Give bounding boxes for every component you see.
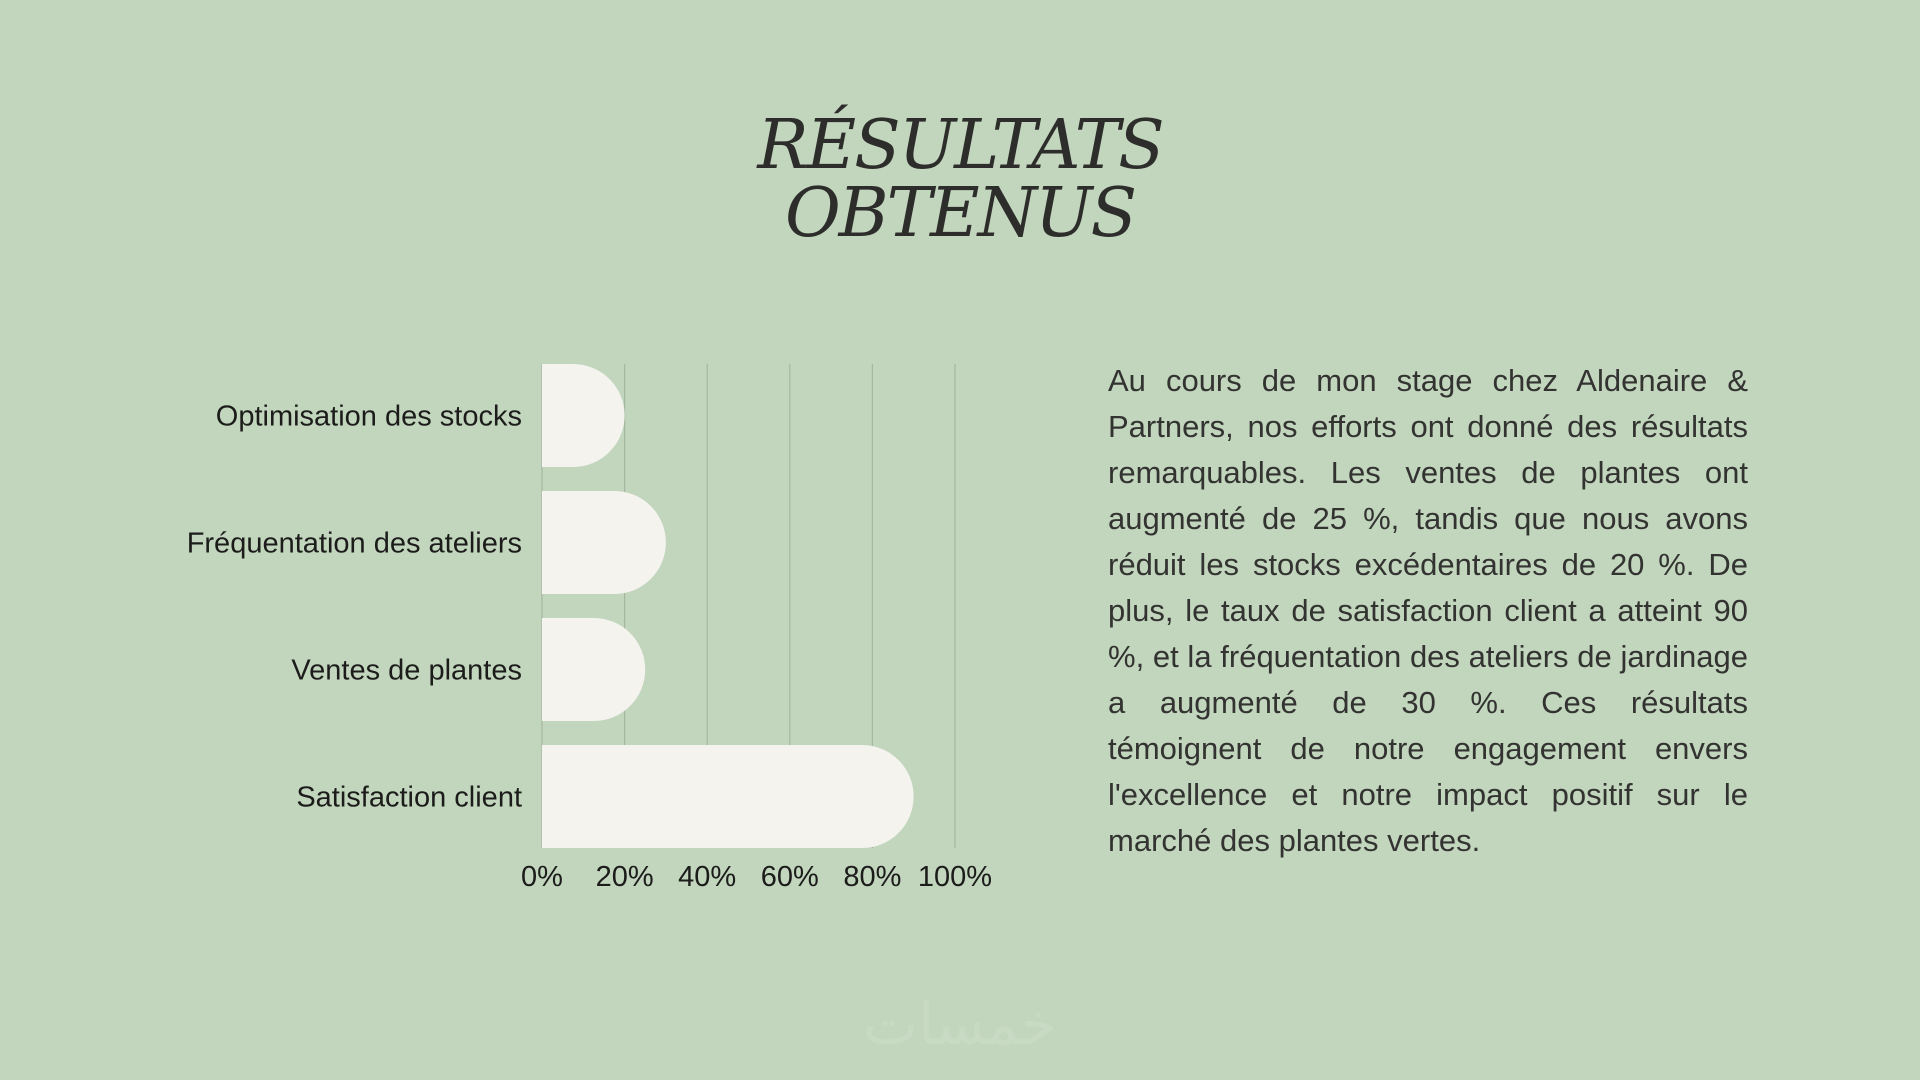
x-axis-ticks — [521, 861, 992, 893]
bar — [542, 364, 625, 467]
x-tick-label: 20% — [595, 861, 654, 893]
category-label: Satisfaction client — [296, 781, 522, 814]
x-tick-label: 80% — [843, 861, 902, 893]
x-tick-label: 40% — [678, 861, 737, 893]
title-line-2: OBTENUS — [784, 174, 1136, 253]
x-tick-label: 0% — [521, 861, 563, 893]
title-line-1: RÉSULTATS — [757, 106, 1163, 185]
x-tick-label: 100% — [917, 861, 993, 893]
results-paragraph: Au cours de mon stage chez Aldenaire & Partners, nos efforts ont donné des résultats remarquables. Les ventes de plantes ont augmenté de 25 %, tandis que nous avons réduit les stocks excédentaires de 20 %. De plus, le taux de satisfaction client a atteint 90 %, et la fréquentation des ateliers de jardinage a augmenté de 30 %. Ces résultats témoignent de notre engagement envers l'excellence et notre impact positif sur le marché des plantes vertes. — [1108, 363, 1748, 858]
bars — [542, 364, 914, 848]
x-tick-label: 60% — [760, 861, 819, 893]
bar — [542, 491, 666, 594]
watermark-logo: خمسات — [863, 990, 1057, 1058]
category-label: Ventes de plantes — [291, 654, 522, 687]
category-labels — [187, 401, 522, 814]
category-label: Fréquentation des ateliers — [186, 527, 522, 560]
category-label: Optimisation des stocks — [215, 400, 522, 433]
bar — [542, 745, 914, 848]
bar — [542, 618, 645, 721]
